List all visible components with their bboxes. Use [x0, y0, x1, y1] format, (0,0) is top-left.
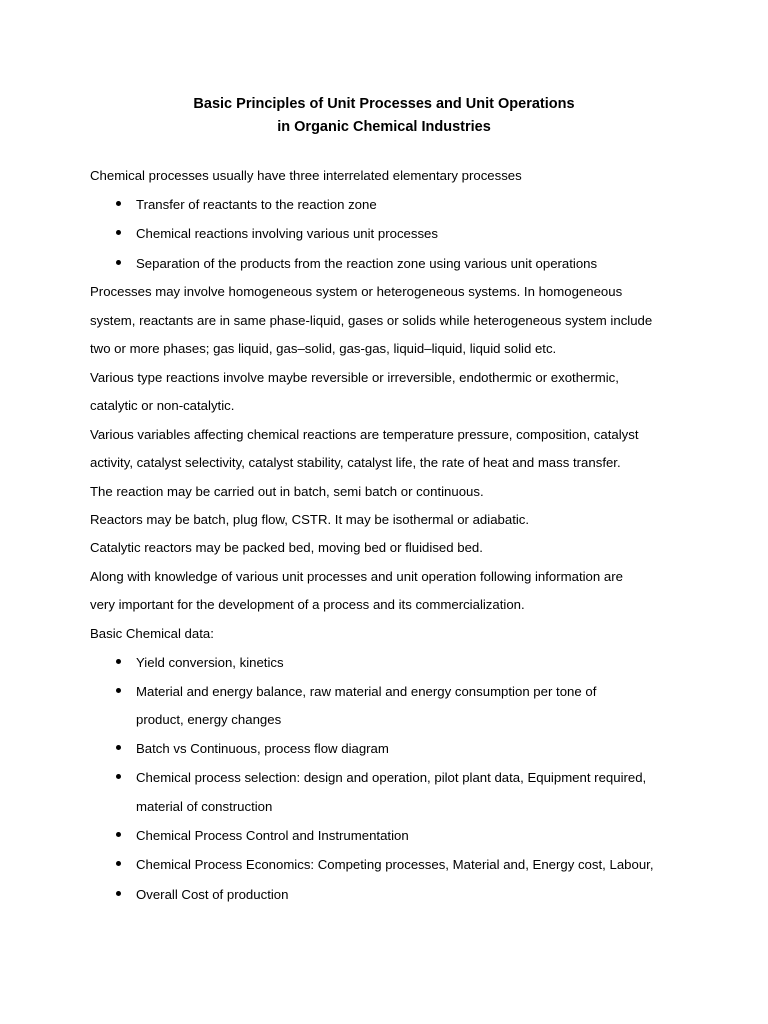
basic-data-item-continuation: product, energy changes	[136, 712, 282, 727]
basic-data-item: Chemical Process Control and Instrumentation	[136, 828, 409, 843]
systems-paragraph-line: system, reactants are in same phase-liquid, gases or solids while heterogeneous system include	[90, 313, 653, 328]
document-title-line-2: in Organic Chemical Industries	[277, 119, 491, 135]
bullet-icon	[116, 659, 121, 664]
bullet-icon	[116, 688, 121, 693]
document-title-line-1: Basic Principles of Unit Processes and Unit Operations	[193, 96, 575, 112]
reaction-types-line: catalytic or non-catalytic.	[90, 398, 235, 413]
elementary-process-item: Separation of the products from the reaction zone using various unit operations	[136, 256, 598, 271]
bullet-icon	[116, 861, 121, 866]
basic-data-item: Overall Cost of production	[136, 887, 289, 902]
bullet-icon	[116, 891, 121, 896]
bullet-icon	[116, 230, 121, 235]
systems-paragraph-line: two or more phases; gas liquid, gas–solid, gas-gas, liquid–liquid, liquid solid etc.	[90, 341, 557, 356]
variables-paragraph-line: activity, catalyst selectivity, catalyst stability, catalyst life, the rate of heat and mass transfer.	[90, 455, 621, 470]
basic-data-item: Material and energy balance, raw material and energy consumption per tone of	[136, 684, 597, 699]
bullet-icon	[116, 774, 121, 779]
bullet-icon	[116, 745, 121, 750]
elementary-process-item: Chemical reactions involving various unit processes	[136, 226, 438, 241]
batch-line: The reaction may be carried out in batch, semi batch or continuous.	[90, 484, 484, 499]
variables-paragraph-line: Various variables affecting chemical reactions are temperature pressure, composition, catalyst	[90, 427, 639, 442]
catalytic-reactors-line: Catalytic reactors may be packed bed, moving bed or fluidised bed.	[90, 540, 483, 555]
basic-data-item: Chemical Process Economics: Competing processes, Material and, Energy cost, Labour,	[136, 857, 654, 872]
elementary-process-item: Transfer of reactants to the reaction zone	[136, 197, 377, 212]
basic-data-item-continuation: material of construction	[136, 799, 273, 814]
reaction-types-line: Various type reactions involve maybe reversible or irreversible, endothermic or exothermic,	[90, 370, 619, 385]
basic-data-item: Yield conversion, kinetics	[136, 655, 284, 670]
reactors-line: Reactors may be batch, plug flow, CSTR. It may be isothermal or adiabatic.	[90, 512, 530, 527]
basic-data-item: Batch vs Continuous, process flow diagram	[136, 741, 389, 756]
intro-text: Chemical processes usually have three interrelated elementary processes	[90, 168, 522, 183]
systems-paragraph-line: Processes may involve homogeneous system or heterogeneous systems. In homogeneous	[90, 284, 623, 299]
basic-data-item: Chemical process selection: design and operation, pilot plant data, Equipment required,	[136, 770, 647, 785]
basic-data-heading: Basic Chemical data:	[90, 626, 214, 641]
knowledge-paragraph-line: very important for the development of a process and its commercialization.	[90, 597, 525, 612]
bullet-icon	[116, 260, 121, 265]
bullet-icon	[116, 832, 121, 837]
knowledge-paragraph-line: Along with knowledge of various unit processes and unit operation following information are	[90, 569, 623, 584]
bullet-icon	[116, 201, 121, 206]
